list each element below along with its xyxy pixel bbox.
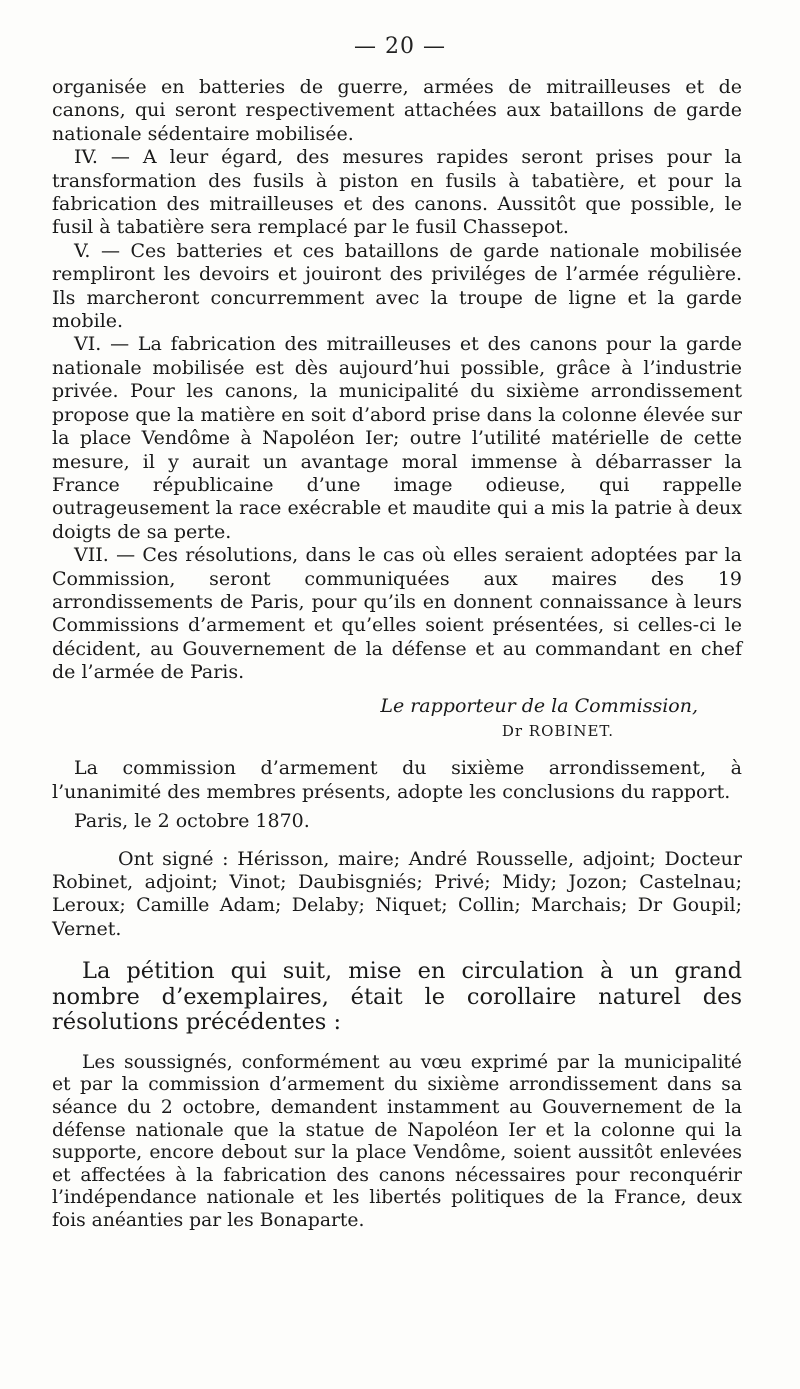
paragraph-article-v: V. — Ces batteries et ces bataillons de garde nationale mobilisée rempliront les devoirs et jouiront des priviléges de l’armée régulière. Ils marcheront concurremment avec la troupe de ligne et la garde mobile. — [52, 239, 742, 333]
page-number: — 20 — — [354, 34, 446, 59]
petition-introduction: La pétition qui suit, mise en circulation à un grand nombre d’exemplaires, était le corollaire naturel des résolutions précédentes : — [52, 958, 742, 1036]
petition-text: Les soussignés, conformément au vœu exprimé par la municipalité et par la commission d’armement du sixième arrondissement dans sa séance du 2 octobre, demandent instamment au Gouvernement de la défense nationale que la statue de Napoléon Ier et la colonne qui la supporte, encore debout sur la place Vendôme, soient aussitôt enlevées et affectées à la fabrication des canons nécessaires pour reconquérir l’indépendance nationale et les libertés politiques de la France, deux fois anéanties par les Bonaparte. — [52, 1051, 742, 1231]
paragraph-commission-adoption: La commission d’armement du sixième arrondissement, à l’unanimité des membres présents, adopte les conclusions du rapport. — [52, 757, 742, 803]
paragraph-article-iv: IV. — A leur égard, des mesures rapides seront prises pour la transformation des fusils à piston en fusils à tabatière, et pour la fabrication des mitrailleuses et des canons. Aussitôt que possible, le fusil à tabatière sera remplacé par le fusil Chassepot. — [52, 146, 742, 239]
page-body — [52, 76, 742, 1232]
paragraph-article-vii: VII. — Ces résolutions, dans le cas où elles seraient adoptées par la Commission, seront communiquées aux maires des 19 arrondissements de Paris, pour qu’ils en donnent connaissance à leurs Commissions d’armement et qu’elles soient présentées, si celles-ci le décident, au Gouvernement de la défense et au commandant en chef de l’armée de Paris. — [52, 544, 742, 684]
paragraph-continuation: organisée en batteries de guerre, armées de mitrailleuses et de canons, qui seront respectivement attachées aux bataillons de garde nationale sédentaire mobilisée. — [52, 76, 742, 145]
signature-name: Dr ROBINET. — [501, 721, 614, 740]
paragraph-article-vi: VI. — La fabrication des mitrailleuses et des canons pour la garde nationale mobilisée est dès aujourd’hui possible, grâce à l’industrie privée. Pour les canons, la municipalité du sixième arrondissement propose que la matière en soit d’abord prise dans la colonne élevée sur la place Vendôme à Napoléon Ier; outre l’utilité matérielle de cette mesure, il y aurait un avantage moral immense à débarrasser la France républicaine d’une image odieuse, qui rappelle outrageusement la race exécrable et maudite qui a mis la patrie à deux doigts de sa perte. — [52, 333, 742, 543]
signature-title: Le rapporteur de la Commission, — [380, 694, 698, 717]
signers-list: Ont signé : Hérisson, maire; André Rousselle, adjoint; Docteur Robinet, adjoint; Vinot; Daubisgniés; Privé; Midy; Jozon; Castelnau; Leroux; Camille Adam; Delaby; Niquet; Collin; Marchais; Dr Goupil; Vernet. — [52, 847, 742, 940]
date-line: Paris, le 2 octobre 1870. — [74, 810, 310, 833]
